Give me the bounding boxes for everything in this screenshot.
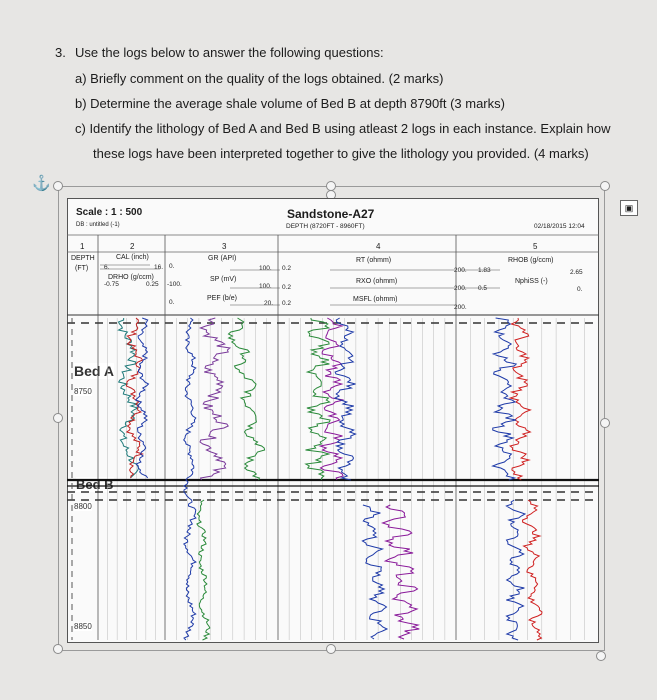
curve-label-depth-unit: (FT)	[75, 265, 89, 272]
track-number: 3	[222, 242, 227, 251]
rt-curve	[306, 318, 331, 480]
gr-curve	[229, 318, 265, 480]
nphi-scale-max: 0.	[577, 286, 583, 293]
curve-label-rhob: RHOB (g/ccm)	[508, 257, 554, 264]
cal-scale-min: 6.	[104, 264, 110, 271]
pef-scale-max: 20.	[264, 300, 274, 307]
anchor-icon[interactable]: ⚓	[32, 175, 51, 192]
msfl-scale-max: 200.	[454, 304, 467, 311]
curve-label-pef: PEF (b/e)	[207, 295, 237, 302]
cal-scale-max: 16.	[154, 264, 164, 271]
drho-scale-min: -0.75	[104, 281, 119, 288]
gr-scale-max: 100.	[259, 265, 272, 272]
curve-label-drho: DRHO (g/ccm)	[108, 274, 154, 281]
curve-label-rxo: RXO (ohmm)	[356, 278, 398, 285]
msfl-scale-min: 0.2	[282, 300, 292, 307]
question-part-a: a) Briefly comment on the quality of the logs obtained. (2 marks)	[75, 71, 444, 86]
question-part-c-cont: these logs have been interpreted together to give the lithology you provided. (4 marks)	[93, 146, 589, 161]
log-db-label: DB : untitled (-1)	[76, 222, 120, 228]
question-number: 3.	[55, 45, 66, 60]
rt-scale-min: 0.2	[282, 265, 292, 272]
pef-scale-min: 0.	[169, 299, 175, 306]
well-name: Sandstone-A27	[287, 207, 375, 221]
nphi-scale-min: 0.5	[478, 285, 488, 292]
track-number: 2	[130, 242, 135, 251]
curve-label-depth: DEPTH	[71, 255, 95, 262]
depth-range: DEPTH (8720FT - 8960FT)	[286, 223, 365, 230]
track-number: 5	[533, 242, 538, 251]
curve-label-cal: CAL (inch)	[116, 254, 149, 261]
track-number: 4	[376, 242, 381, 251]
rt-scale-max: 200.	[454, 267, 467, 274]
cal-curve	[119, 318, 139, 478]
rxo-curve-bedb	[362, 505, 387, 639]
curve-label-rt: RT (ohmm)	[356, 257, 392, 264]
pef-curve	[200, 318, 230, 480]
bed-a-depth: 8750	[74, 387, 92, 396]
rhob-curve-bedb	[523, 500, 542, 640]
rxo-scale-min: 0.2	[282, 284, 292, 291]
gr-scale-min: 0.	[169, 263, 175, 270]
rxo-scale-max: 200.	[454, 285, 467, 292]
rxo-curve	[335, 318, 356, 480]
log-date: 02/18/2015 12:04	[534, 223, 585, 230]
bed-b-depth: 8800	[74, 502, 92, 511]
question-part-b: b) Determine the average shale volume of Bed B at depth 8790ft (3 marks)	[75, 96, 505, 111]
curve-label-gr: GR (API)	[208, 255, 237, 262]
question-intro: Use the logs below to answer the following questions:	[75, 45, 384, 60]
log-scale: Scale : 1 : 500	[76, 207, 143, 218]
track-number: 1	[80, 242, 85, 251]
bed-b-label: Bed B	[76, 477, 114, 492]
msfl-curve-bedb	[383, 505, 420, 639]
question-part-c: c) Identify the lithology of Bed A and Bed B using atleast 2 logs in each instance. Explain how	[75, 121, 611, 136]
curve-label-nphi: NphiSS (-)	[515, 278, 548, 285]
drho-scale-max: 0.25	[146, 281, 159, 288]
sp-scale-min: -100.	[167, 281, 182, 288]
image-layout-icon[interactable]: ▣	[620, 200, 638, 216]
rhob-scale-min: 1.83	[478, 267, 491, 274]
sp-scale-max: 100.	[259, 283, 272, 290]
bed-a-label: Bed A	[74, 363, 114, 379]
rhob-scale-max: 2.65	[570, 269, 583, 276]
depth-mark: 8850	[74, 622, 92, 631]
curve-label-sp: SP (mV)	[210, 276, 237, 283]
curve-label-msfl: MSFL (ohmm)	[353, 296, 398, 303]
